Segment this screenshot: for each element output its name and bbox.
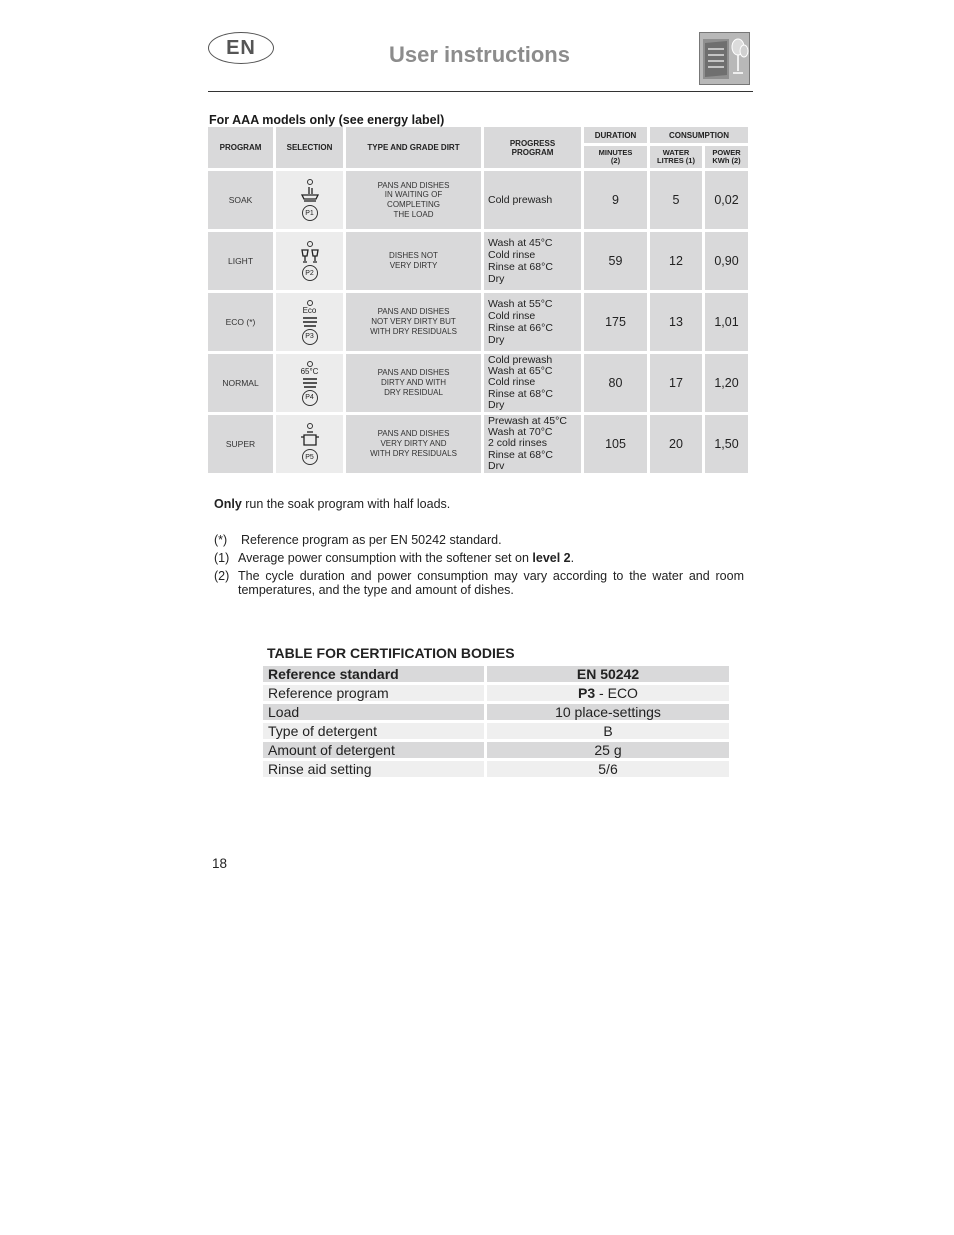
table-row: [208, 293, 748, 351]
program-name: LIGHT: [208, 232, 273, 290]
water-note: LITRES (1): [657, 156, 695, 165]
certification-table: [263, 663, 729, 780]
progress-step: Wash at 65°C: [488, 365, 553, 378]
progress-steps: [484, 415, 581, 473]
progress-step: Cold prewash: [488, 354, 553, 367]
selection-label: 65°C: [300, 366, 319, 376]
duration-minutes: 175: [584, 293, 647, 351]
indicator-dot-icon: [307, 361, 313, 367]
pot-icon: [300, 430, 320, 448]
dishwasher-image: [699, 32, 750, 85]
dirt-description: [346, 415, 481, 473]
dirt-line: DISHES NOT: [389, 251, 438, 261]
progress-step: Rinse at 68°C: [488, 387, 553, 400]
water-litres: 12: [650, 232, 702, 290]
indicator-dot-icon: [307, 423, 313, 429]
program-name: SOAK: [208, 171, 273, 229]
footnote-text-part: .: [570, 551, 575, 565]
cert-value: 10 place-settings: [487, 704, 729, 720]
footnote-text: Reference program as per EN 50242 standard.: [241, 533, 502, 547]
cert-key: Amount of detergent: [263, 742, 484, 758]
progress-step: Wash at 70°C: [488, 426, 553, 439]
progress-steps: [484, 354, 581, 412]
progress-step: Rinse at 66°C: [488, 322, 553, 334]
selection-cell: [276, 354, 343, 412]
footnote-text: The cycle duration and power consumption may vary according to the water and room temperatures, and the type and amount of dishes.: [238, 569, 744, 598]
column-header-program: PROGRAM: [208, 127, 273, 168]
dirt-line: NOT VERY DIRTY BUT: [371, 317, 456, 327]
power-kwh: 0,90: [705, 232, 748, 290]
column-header-consumption: CONSUMPTION: [650, 127, 748, 143]
dirt-line: WITH DRY RESIDUALS: [370, 326, 457, 336]
program-badge: P5: [302, 449, 318, 465]
water-litres: 17: [650, 354, 702, 412]
dirt-description: [346, 232, 481, 290]
column-header-selection: SELECTION: [276, 127, 343, 168]
dirt-line: PANS AND DISHES: [377, 307, 450, 317]
footnote-emphasis: level 2: [532, 551, 571, 565]
indicator-dot-icon: [307, 179, 313, 185]
cert-key: Type of detergent: [263, 723, 484, 739]
program-badge: P2: [302, 265, 318, 281]
progress-step: Cold rinse: [488, 309, 536, 322]
program-name: ECO (*): [208, 293, 273, 351]
dirt-line: PANS AND DISHES: [377, 180, 450, 190]
dirt-line: VERY DIRTY AND: [380, 439, 447, 449]
selection-cell: [276, 293, 343, 351]
dirt-description: [346, 293, 481, 351]
table-row: [263, 723, 729, 739]
column-header-duration: DURATION: [584, 127, 647, 143]
power-label: POWER: [712, 147, 741, 157]
cert-value: 5/6: [487, 761, 729, 777]
dirt-line: WITH DRY RESIDUALS: [370, 448, 457, 458]
power-kwh: 0,02: [705, 171, 748, 229]
footnote-1: [214, 551, 744, 567]
dirt-line: PANS AND DISHES: [377, 368, 450, 378]
progress-step: Cold rinse: [488, 248, 536, 261]
cert-value: 25 g: [487, 742, 729, 758]
power-kwh: 1,50: [705, 415, 748, 473]
program-badge: P3: [302, 329, 318, 345]
progress-steps: [484, 232, 581, 290]
progress-step: Dry: [488, 334, 505, 347]
dirt-line: THE LOAD: [393, 209, 434, 219]
soak-icon: [300, 186, 320, 204]
footnote-mark: (1): [214, 551, 230, 565]
soak-note: [214, 497, 450, 511]
cert-value: EN 50242: [487, 666, 729, 682]
dirt-line: DRY RESIDUAL: [384, 387, 443, 397]
progress-step: Rinse at 68°C: [488, 261, 553, 273]
dirt-line: VERY DIRTY: [389, 261, 438, 270]
footnote-mark: (2): [214, 569, 230, 583]
language-badge: [208, 32, 274, 64]
footnote-mark: (*): [214, 533, 228, 547]
language-label: EN: [226, 36, 256, 59]
table-row: [263, 685, 729, 701]
cert-value-bold: P3: [578, 685, 596, 701]
cert-value: B: [487, 723, 729, 739]
column-header-water: [650, 146, 702, 168]
dirt-description: [346, 354, 481, 412]
program-table: [205, 124, 751, 476]
dirt-description: [346, 171, 481, 229]
column-header-minutes: [584, 146, 647, 168]
table-row: [263, 742, 729, 758]
page-number: 18: [212, 856, 228, 871]
water-litres: 13: [650, 293, 702, 351]
indicator-dot-icon: [307, 300, 313, 306]
power-kwh: 1,20: [705, 354, 748, 412]
water-litres: 5: [650, 171, 702, 229]
cert-key: Reference standard: [263, 666, 484, 682]
page-title: User instructions: [389, 42, 570, 67]
table-row: [208, 232, 748, 290]
certification-title: TABLE FOR CERTIFICATION BODIES: [267, 645, 515, 661]
note-text: run the soak program with half loads.: [241, 497, 451, 511]
footnote-text: [238, 551, 744, 565]
progress-step: Wash at 45°C: [488, 236, 553, 249]
table-row: [263, 761, 729, 777]
dirt-line: COMPLETING: [387, 200, 440, 209]
indicator-dot-icon: [307, 241, 313, 247]
table-row: [263, 704, 729, 720]
water-label: WATER: [662, 147, 690, 157]
progress-step: Drv: [488, 459, 505, 472]
cert-value-rest: - ECO: [595, 685, 638, 701]
minutes-label: MINUTES: [598, 147, 633, 157]
glasses-icon: [300, 248, 320, 264]
progress-step: Dry: [488, 273, 505, 286]
progress-steps: [484, 171, 581, 229]
program-name: SUPER: [208, 415, 273, 473]
water-litres: 20: [650, 415, 702, 473]
progress-steps: [484, 293, 581, 351]
progress-step: Cold prewash: [488, 193, 553, 206]
column-header-type: TYPE AND GRADE DIRT: [346, 127, 481, 168]
dirt-line: DIRTY AND WITH: [380, 378, 447, 388]
progress-step: Dry: [488, 398, 505, 411]
selection-label: Eco: [302, 305, 317, 315]
progress-header-label: PROGRESS PROGRAM: [509, 138, 556, 157]
footnote-2: [214, 569, 744, 601]
power-kwh: 1,01: [705, 293, 748, 351]
duration-minutes: 59: [584, 232, 647, 290]
cert-key: Reference program: [263, 685, 484, 701]
cert-key: Rinse aid setting: [263, 761, 484, 777]
progress-step: Prewash at 45°C: [488, 415, 567, 428]
plates-icon: [301, 316, 319, 328]
dirt-line: PANS AND DISHES: [377, 429, 450, 439]
plates-icon: [301, 377, 319, 389]
cert-value: [487, 685, 729, 701]
progress-step: Cold rinse: [488, 376, 536, 389]
footnote-reference: [214, 533, 744, 549]
progress-step: Wash at 55°C: [488, 297, 553, 310]
dirt-line: IN WAITING OF: [384, 190, 443, 200]
duration-minutes: 105: [584, 415, 647, 473]
table-row: [208, 415, 748, 473]
duration-minutes: 80: [584, 354, 647, 412]
header-divider: [208, 91, 753, 92]
cert-key: Load: [263, 704, 484, 720]
minutes-note: (2): [610, 156, 621, 165]
table-row: [208, 171, 748, 229]
note-emphasis: Only: [214, 497, 242, 511]
selection-cell: [276, 415, 343, 473]
footnote-text-part: Average power consumption with the softener set on: [238, 551, 533, 565]
program-badge: P1: [302, 205, 318, 221]
duration-minutes: 9: [584, 171, 647, 229]
power-note: KWh (2): [712, 156, 741, 165]
progress-step: 2 cold rinses: [488, 437, 547, 450]
selection-cell: [276, 171, 343, 229]
table-row: [263, 666, 729, 682]
table-row: [208, 354, 748, 412]
program-badge: P4: [302, 390, 318, 406]
column-header-progress: [484, 127, 581, 168]
table-heading: For AAA models only (see energy label): [209, 113, 445, 127]
selection-cell: [276, 232, 343, 290]
column-header-power: [705, 146, 748, 168]
progress-step: Rinse at 68°C: [488, 448, 553, 461]
program-name: NORMAL: [208, 354, 273, 412]
